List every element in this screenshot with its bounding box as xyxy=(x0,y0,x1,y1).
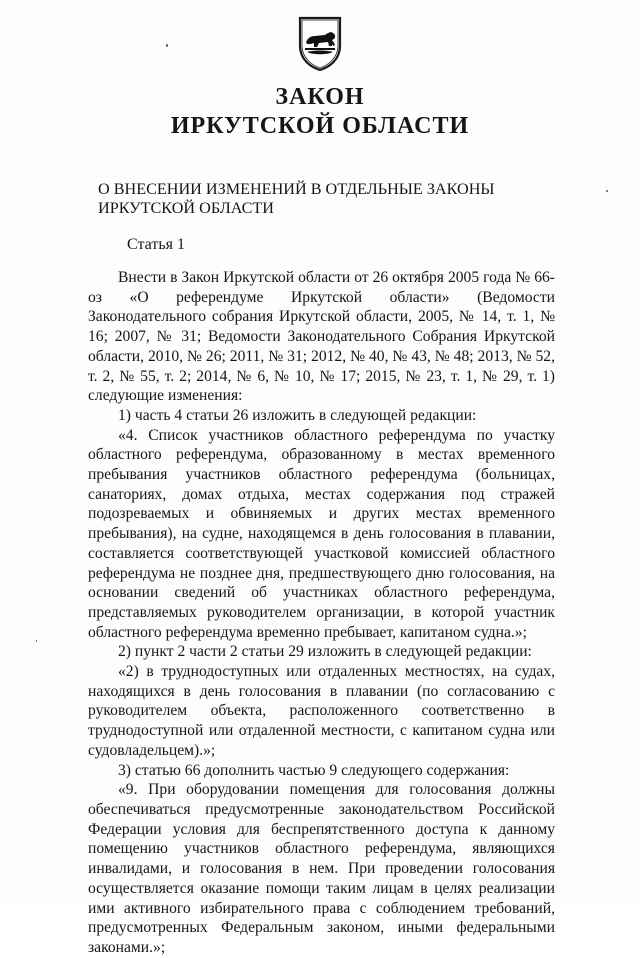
document-title: ЗАКОН xyxy=(275,84,365,110)
paragraph-item-1-text: «4. Список участников областного референдума по участку областного референдума, образованному в местах временного пребывания участников областного референдума (больницах, санаториях, домах отдыха, местах содержания под стражей подозреваемых и обвиняемых и других местах временного пребывания), на судне, находящемся в день голосования в плавании, составляется соответствующей участковой комиссией областного референдума не позднее дня, предшествующего дню голосования, на основании сведений об участниках областного референдума, представляемых руководителем организации, в которой участник областного референдума временно пребывает, капитаном судна.»; xyxy=(88,426,555,641)
law-subject: О ВНЕСЕНИИ ИЗМЕНЕНИЙ В ОТДЕЛЬНЫЕ ЗАКОНЫ ИРКУТСКОЙ ОБЛАСТИ xyxy=(98,180,495,217)
paragraph-item-3: 3) статью 66 дополнить частью 9 следующего содержания: xyxy=(118,761,510,779)
paragraph-intro: Внести в Закон Иркутской области от 26 октября 2005 года № 66-оз «О референдуме Иркутской области» (Ведомости Законодательного собрания Иркутской области, 2005, № 14, т. 1, № 16; 2007, № 31; Ведомости Законодательного Собрания Иркутской области, 2010, № 26; 2011, № 31; 2012, № 40, № 43, № 48; 2013, № 52, т. 2, № 55, т. 2; 2014, № 6, № 10, № 17; 2015, № 23, т. 1, № 29, т. 1) следующие изменения: xyxy=(88,269,555,405)
paragraph-item-3-text: «9. При оборудовании помещения для голосования должны обеспечиваться предусмотренные законодательством Российской Федерации условия для беспрепятственного доступа к данному помещению участников областного референдума, являющихся инвалидами, и голосования в нем. При проведении голосования осуществляется оказание помощи таким лицам в целях реализации ими активного избирательного права с соблюдением требований, предусмотренных Федеральным законом, иными федеральными законами.»; xyxy=(88,781,555,956)
paragraph-item-2-text: «2) в труднодоступных или отдаленных местностях, на судах, находящихся в день голосования в плавании (по согласованию с руководителем объекта, расположенного соответственно в труднодоступной или отдаленной местности, с капитаном судна или судовладельцем).»; xyxy=(88,663,555,759)
scan-speck xyxy=(166,44,168,47)
article-body xyxy=(88,268,555,958)
paragraph-item-1: 1) часть 4 статьи 26 изложить в следующей редакции: xyxy=(118,406,477,424)
scan-speck xyxy=(606,190,608,192)
paragraph-item-2: 2) пункт 2 части 2 статьи 29 изложить в следующей редакции: xyxy=(118,643,532,661)
scan-speck xyxy=(36,640,37,642)
document-subtitle: ИРКУТСКОЙ ОБЛАСТИ xyxy=(170,113,470,139)
article-heading: Статья 1 xyxy=(127,236,185,253)
coat-of-arms-icon xyxy=(297,16,343,72)
